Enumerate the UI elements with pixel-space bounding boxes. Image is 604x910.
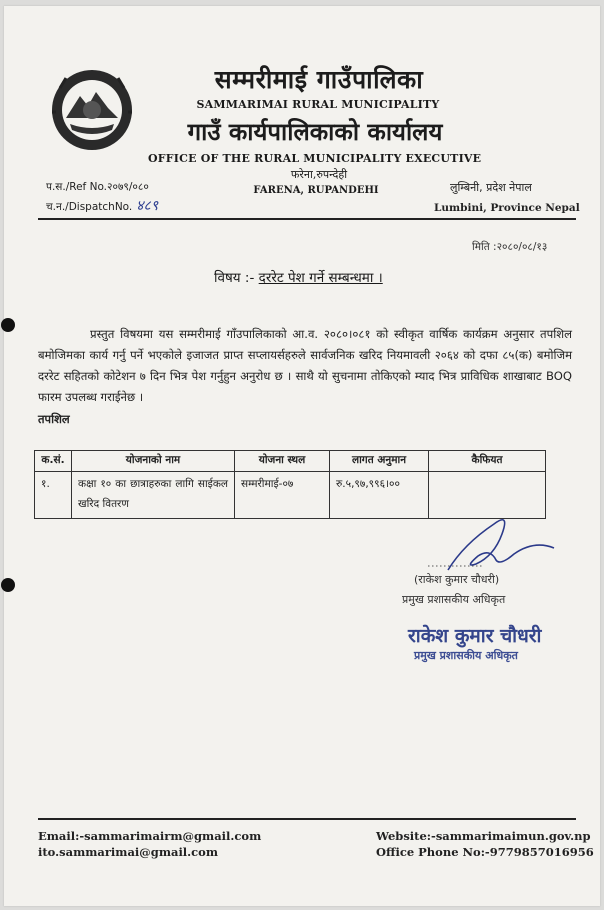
col-remarks: कैफियत (429, 451, 546, 472)
dispatch-label: च.न./DispatchNo. (46, 201, 133, 213)
col-location: योजना स्थल (235, 451, 330, 472)
cell-project-name: कक्षा १० का छात्राहरुका लागि साईकल खरिद वितरण (72, 472, 235, 519)
address-en: FARENA, RUPANDEHI (253, 185, 379, 196)
province-np: लुम्बिनी, प्रदेश नेपाल (450, 181, 532, 194)
punch-hole (1, 318, 15, 332)
nepal-emblem-icon (50, 68, 134, 152)
province-block (434, 178, 580, 218)
footer-contact (376, 828, 594, 860)
footer-divider (38, 818, 576, 820)
dispatch-number (46, 197, 158, 217)
email-secondary: ito.sammarimai@gmail.com (38, 845, 219, 859)
letter-page (4, 6, 600, 906)
dispatch-value: ४८९ (136, 198, 159, 214)
signatory-name: (राकेश कुमार चौधरी) (414, 573, 500, 586)
stamp-title: प्रमुख प्रशासकीय अधिकृत (414, 649, 518, 662)
subject-label: विषय :- (214, 270, 255, 286)
province-en: Lumbini, Province Nepal (434, 202, 580, 214)
office-name-np: गाउँ कार्यपालिकाको कार्यालय (187, 117, 443, 146)
subject-line (214, 268, 383, 286)
ref-number: प.स./Ref No.२०७९/०८० (46, 181, 149, 193)
letterhead (148, 62, 482, 196)
letter-date: मिति :२०८०/०८/१३ (472, 241, 548, 253)
office-name-en: OFFICE OF THE RURAL MUNICIPALITY EXECUTIVE (148, 152, 482, 165)
header-divider (38, 218, 576, 220)
details-heading: तपशिल (38, 412, 70, 426)
col-serial: क.सं. (35, 451, 72, 472)
reference-block (46, 178, 158, 217)
col-cost-estimate: लागत अनुमान (330, 451, 429, 472)
cell-location: सम्मरीमाई-०७ (235, 472, 330, 519)
letter-body: प्रस्तुत विषयमा यस सम्मरीमाई गाँउपालिकाको आ.व. २०८०।०८१ को स्वीकृत वार्षिक कार्यक्रम अनुसार तपशिल बमोजिमका कार्य गर्नु पर्ने भएकोले इजाजत प्राप्त सप्लायर्सहरुले सार्वजनिक खरिद नियमावली २०६४ को दफा ८५(क) बमोजिम दररेट सहितको कोटेशन ७ दिन भित्र पेश गर्नुहुन अनुरोध छ । साथै यो सुचनामा तोकिएको म्याद भित्र प्राविधिक शाखाबाट BOQ फारम उपलब्ध गराईनेछ । (38, 327, 572, 404)
cell-cost-estimate: रु.५,९७,९९६।०० (330, 472, 429, 519)
col-project-name: योजनाको नाम (72, 451, 235, 472)
table-header-row (35, 451, 546, 472)
subject-text: दररेट पेश गर्ने सम्बन्धमा । (258, 270, 383, 286)
signatory-title: प्रमुख प्रशासकीय अधिकृत (402, 593, 506, 606)
office-phone: Office Phone No:-9779857016956 (376, 845, 594, 859)
municipality-name-en: SAMMARIMAI RURAL MUNICIPALITY (196, 98, 440, 111)
municipality-name-np: सम्मरीमाई गाउँपालिका (214, 65, 424, 94)
email-primary: Email:-sammarimairm@gmail.com (38, 829, 262, 843)
footer-emails (38, 828, 261, 860)
address-np: फरेना,रुपन्देही (290, 168, 348, 181)
stamp-name: राकेश कुमार चौधरी (408, 625, 542, 647)
punch-hole (1, 578, 15, 592)
cell-serial: १. (35, 472, 72, 519)
website: Website:-sammarimaimun.gov.np (376, 829, 591, 843)
